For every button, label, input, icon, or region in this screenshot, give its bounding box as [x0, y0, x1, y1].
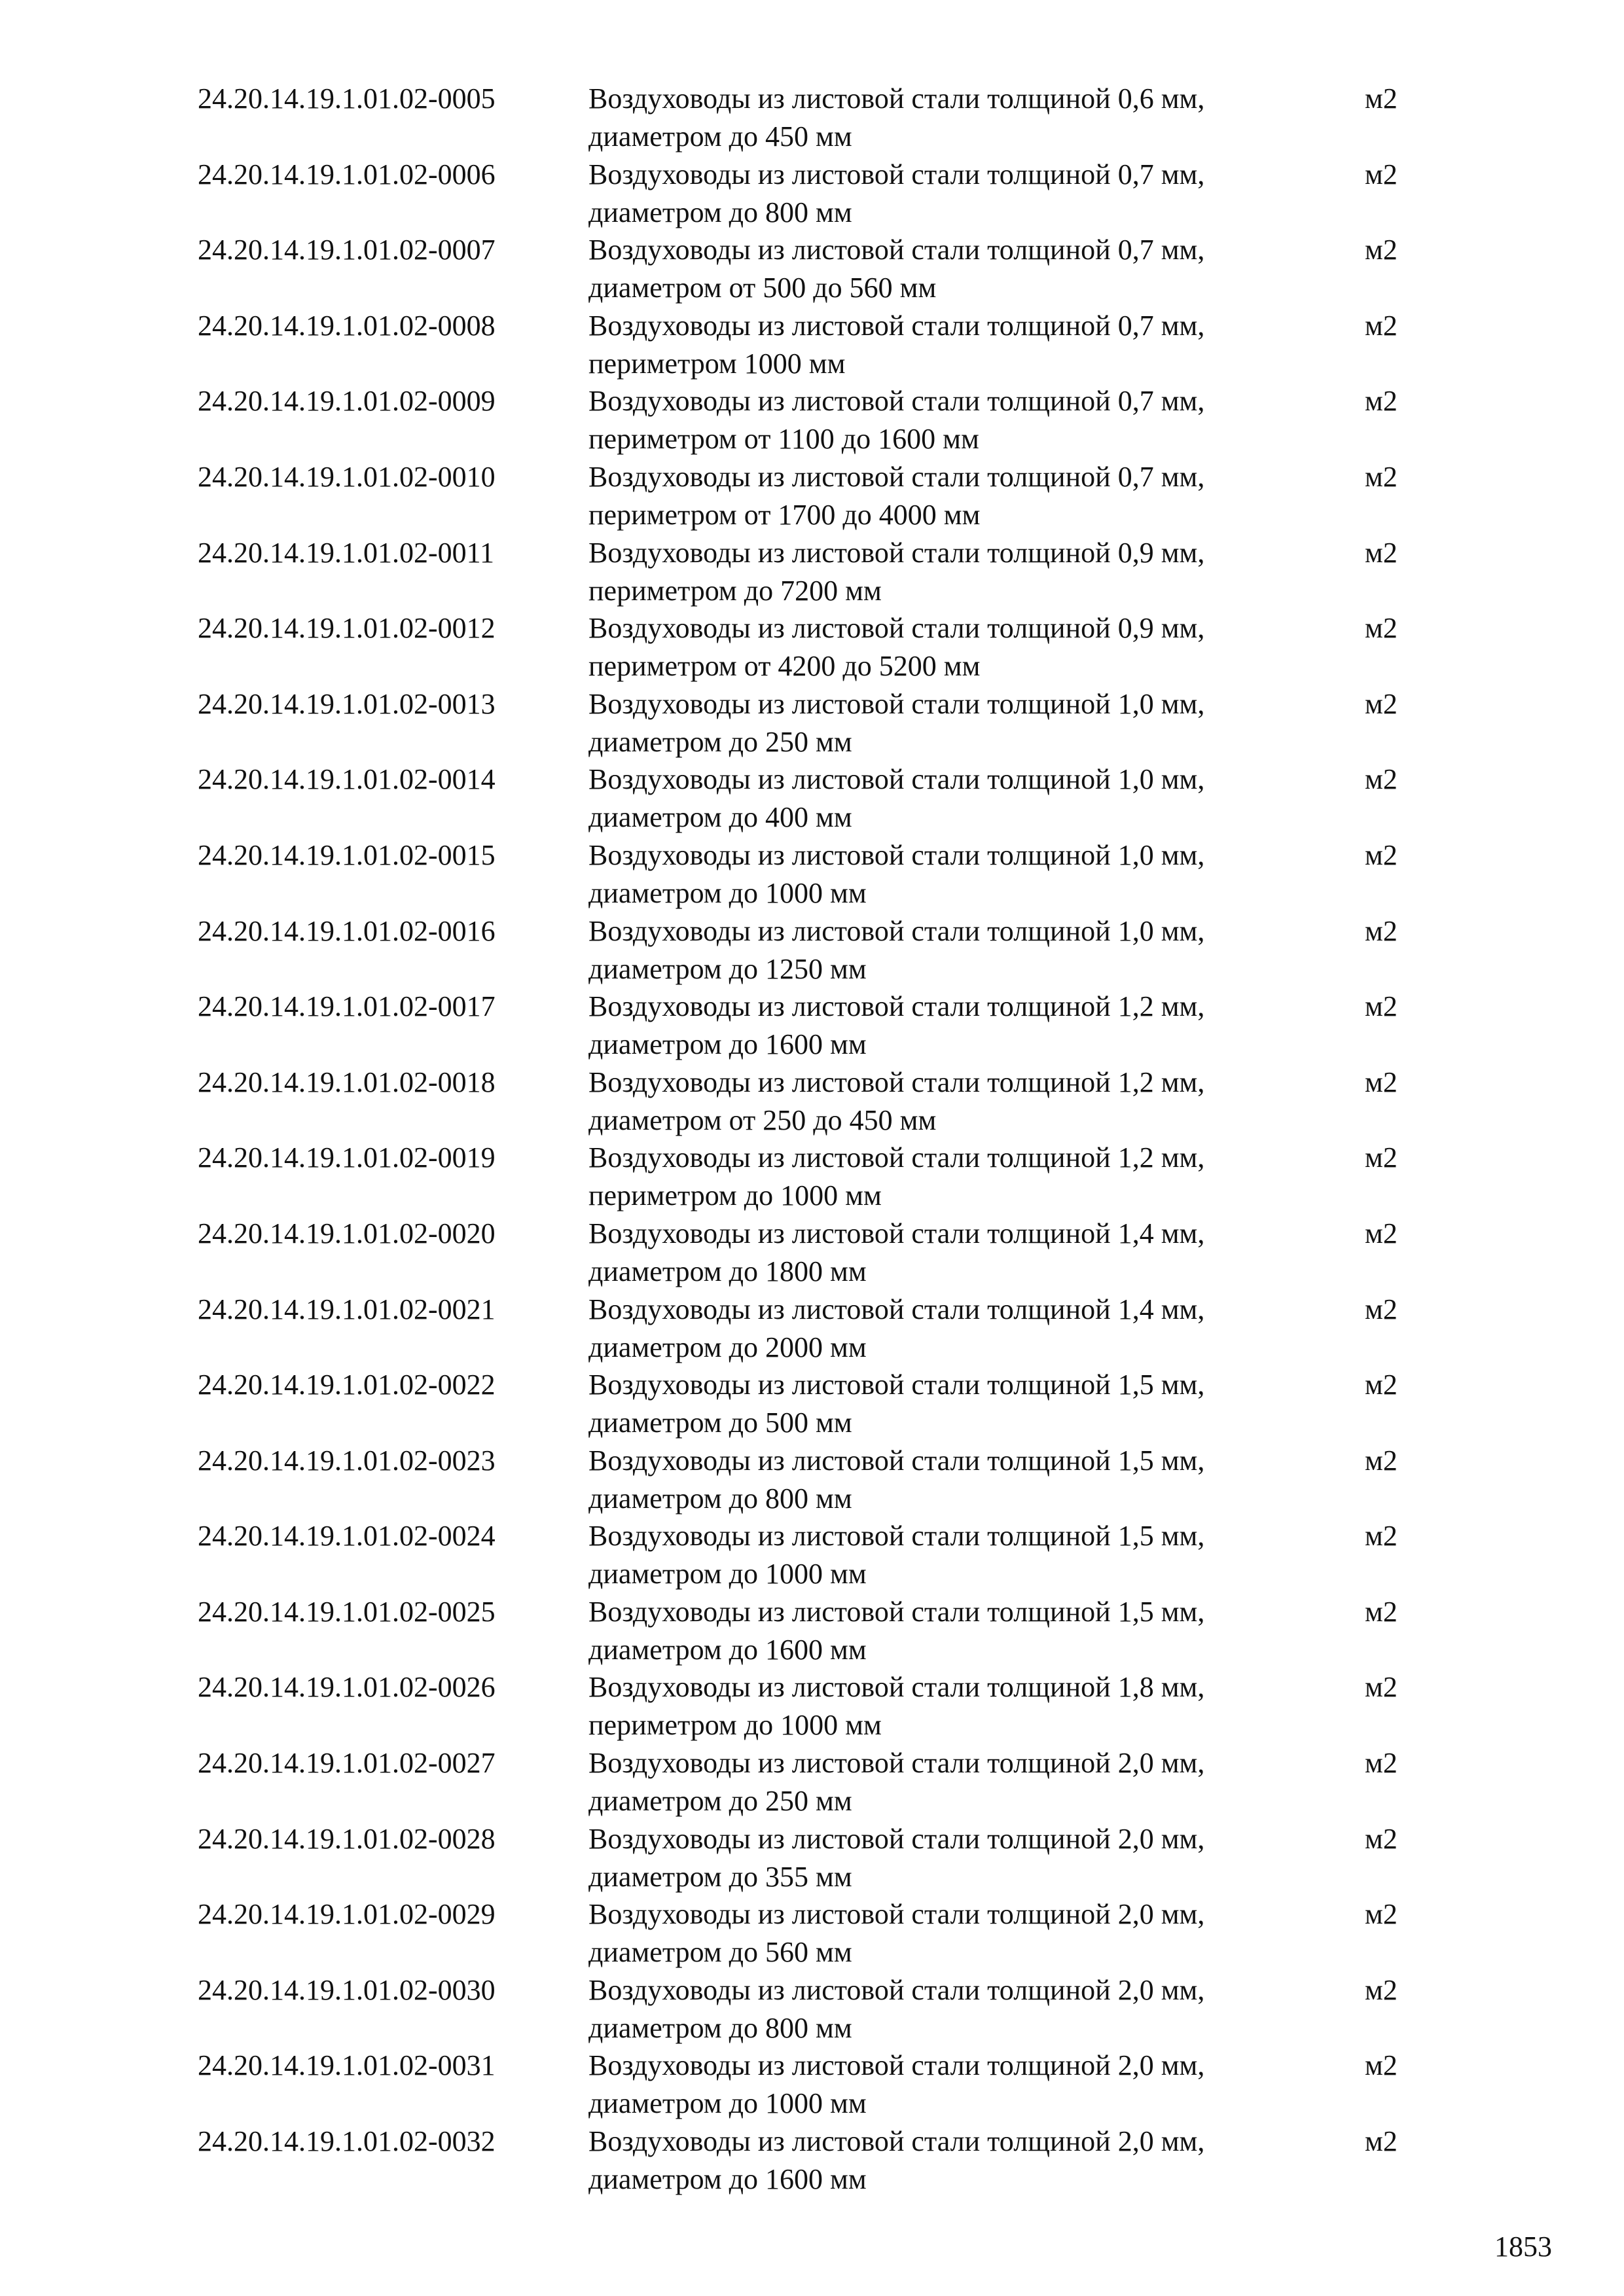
table-row: [198, 1139, 1441, 1215]
description-line-1: Воздуховоды из листовой стали толщиной 2,0 мм,: [588, 2125, 1205, 2158]
description-line-1: Воздуховоды из листовой стали толщиной 1,4 мм,: [588, 1293, 1205, 1325]
description-line-2: периметром от 1100 до 1600 мм: [588, 423, 979, 456]
item-description: [588, 382, 1341, 458]
item-description: [588, 1820, 1341, 1896]
item-unit: м2: [1365, 1822, 1398, 1855]
item-unit: м2: [1365, 687, 1398, 720]
description-line-2: диаметром до 250 мм: [588, 725, 852, 758]
item-description: [588, 80, 1341, 156]
item-description: [588, 1064, 1341, 1139]
table-row: [198, 307, 1441, 383]
description-line-2: периметром от 1700 до 4000 мм: [588, 498, 981, 531]
table-row: [198, 912, 1441, 988]
description-line-2: диаметром до 1800 мм: [588, 1255, 867, 1287]
description-line-2: диаметром до 355 мм: [588, 1860, 852, 1893]
description-line-2: диаметром до 800 мм: [588, 2011, 852, 2044]
table-row: [198, 1517, 1441, 1593]
table-row: [198, 1820, 1441, 1896]
item-code: 24.20.14.19.1.01.02-0011: [198, 536, 495, 569]
item-code: 24.20.14.19.1.01.02-0029: [198, 1898, 496, 1931]
item-unit: м2: [1365, 1066, 1398, 1098]
item-description: [588, 1291, 1341, 1367]
item-description: [588, 609, 1341, 685]
item-code: 24.20.14.19.1.01.02-0016: [198, 914, 496, 947]
item-description: [588, 685, 1341, 761]
item-unit: м2: [1365, 1293, 1398, 1325]
item-description: [588, 231, 1341, 307]
item-code: 24.20.14.19.1.01.02-0005: [198, 82, 496, 115]
description-line-2: диаметром до 400 мм: [588, 801, 852, 834]
table-row: [198, 458, 1441, 534]
description-line-1: Воздуховоды из листовой стали толщиной 0,7 мм,: [588, 385, 1205, 418]
description-line-1: Воздуховоды из листовой стали толщиной 1,0 мм,: [588, 763, 1205, 796]
item-description: [588, 156, 1341, 232]
item-description: [588, 307, 1341, 383]
item-code: 24.20.14.19.1.01.02-0007: [198, 234, 496, 266]
description-line-1: Воздуховоды из листовой стали толщиной 1,0 мм,: [588, 914, 1205, 947]
table-row: [198, 2047, 1441, 2123]
description-line-1: Воздуховоды из листовой стали толщиной 0,9 мм,: [588, 612, 1205, 645]
item-unit: м2: [1365, 1898, 1398, 1931]
item-unit: м2: [1365, 1595, 1398, 1628]
table-row: [198, 836, 1441, 912]
table-row: [198, 231, 1441, 307]
item-code: 24.20.14.19.1.01.02-0017: [198, 990, 496, 1023]
description-line-2: диаметром до 1600 мм: [588, 1633, 867, 1666]
item-code: 24.20.14.19.1.01.02-0013: [198, 687, 496, 720]
item-description: [588, 761, 1341, 836]
item-code: 24.20.14.19.1.01.02-0012: [198, 612, 496, 645]
item-description: [588, 1366, 1341, 1442]
description-line-1: Воздуховоды из листовой стали толщиной 0,7 мм,: [588, 234, 1205, 266]
table-row: [198, 685, 1441, 761]
item-code: 24.20.14.19.1.01.02-0026: [198, 1671, 496, 1704]
description-line-1: Воздуховоды из листовой стали толщиной 0,9 мм,: [588, 536, 1205, 569]
description-line-2: периметром до 1000 мм: [588, 1179, 882, 1212]
item-code: 24.20.14.19.1.01.02-0006: [198, 158, 496, 190]
description-line-1: Воздуховоды из листовой стали толщиной 2,0 мм,: [588, 1822, 1205, 1855]
item-unit: м2: [1365, 763, 1398, 796]
item-unit: м2: [1365, 460, 1398, 493]
page-number: 1853: [1494, 2231, 1552, 2263]
description-line-1: Воздуховоды из листовой стали толщиной 2,0 мм,: [588, 1973, 1205, 2006]
description-line-2: диаметром до 1000 мм: [588, 876, 867, 909]
item-code: 24.20.14.19.1.01.02-0021: [198, 1293, 496, 1325]
item-code: 24.20.14.19.1.01.02-0028: [198, 1822, 496, 1855]
item-code: 24.20.14.19.1.01.02-0031: [198, 2049, 496, 2082]
item-code: 24.20.14.19.1.01.02-0020: [198, 1217, 496, 1249]
table-row: [198, 1593, 1441, 1669]
item-unit: м2: [1365, 234, 1398, 266]
description-line-1: Воздуховоды из листовой стали толщиной 1,2 мм,: [588, 1141, 1205, 1174]
description-line-2: диаметром до 560 мм: [588, 1936, 852, 1969]
description-line-1: Воздуховоды из листовой стали толщиной 1,5 мм,: [588, 1520, 1205, 1552]
description-line-1: Воздуховоды из листовой стали толщиной 1,5 мм,: [588, 1444, 1205, 1477]
description-line-2: диаметром от 500 до 560 мм: [588, 272, 937, 304]
description-line-2: диаметром до 450 мм: [588, 120, 852, 152]
description-line-1: Воздуховоды из листовой стали толщиной 1,8 мм,: [588, 1671, 1205, 1704]
item-code: 24.20.14.19.1.01.02-0015: [198, 838, 496, 871]
description-line-2: диаметром до 2000 мм: [588, 1331, 867, 1363]
table-row: [198, 80, 1441, 156]
item-description: [588, 2047, 1341, 2123]
table-row: [198, 156, 1441, 232]
description-line-1: Воздуховоды из листовой стали толщиной 1,0 мм,: [588, 687, 1205, 720]
item-unit: м2: [1365, 838, 1398, 871]
description-line-2: диаметром до 1000 мм: [588, 1558, 867, 1590]
item-code: 24.20.14.19.1.01.02-0032: [198, 2125, 496, 2158]
description-line-2: диаметром до 800 мм: [588, 196, 852, 228]
item-description: [588, 1744, 1341, 1820]
description-line-1: Воздуховоды из листовой стали толщиной 1,2 мм,: [588, 990, 1205, 1023]
description-line-1: Воздуховоды из листовой стали толщиной 0,7 мм,: [588, 158, 1205, 190]
table-row: [198, 534, 1441, 610]
description-line-1: Воздуховоды из листовой стали толщиной 1,5 мм,: [588, 1369, 1205, 1401]
description-line-1: Воздуховоды из листовой стали толщиной 0,6 мм,: [588, 82, 1205, 115]
materials-list: [198, 80, 1441, 2198]
description-line-2: диаметром до 500 мм: [588, 1407, 852, 1439]
item-unit: м2: [1365, 2049, 1398, 2082]
table-row: [198, 1895, 1441, 1971]
table-row: [198, 1064, 1441, 1139]
item-unit: м2: [1365, 1444, 1398, 1477]
description-line-2: диаметром до 1000 мм: [588, 2087, 867, 2120]
description-line-1: Воздуховоды из листовой стали толщиной 2,0 мм,: [588, 1898, 1205, 1931]
item-unit: м2: [1365, 990, 1398, 1023]
item-description: [588, 1593, 1341, 1669]
item-unit: м2: [1365, 612, 1398, 645]
item-code: 24.20.14.19.1.01.02-0019: [198, 1141, 496, 1174]
item-description: [588, 2123, 1341, 2198]
item-unit: м2: [1365, 1671, 1398, 1704]
table-row: [198, 761, 1441, 836]
table-row: [198, 1971, 1441, 2047]
table-row: [198, 1744, 1441, 1820]
item-description: [588, 1139, 1341, 1215]
description-line-2: диаметром до 1600 мм: [588, 2163, 867, 2196]
item-unit: м2: [1365, 1973, 1398, 2006]
item-unit: м2: [1365, 82, 1398, 115]
item-description: [588, 458, 1341, 534]
table-row: [198, 1291, 1441, 1367]
item-unit: м2: [1365, 158, 1398, 190]
item-code: 24.20.14.19.1.01.02-0024: [198, 1520, 496, 1552]
description-line-2: диаметром до 250 мм: [588, 1785, 852, 1818]
description-line-1: Воздуховоды из листовой стали толщиной 2,0 мм,: [588, 2049, 1205, 2082]
item-unit: м2: [1365, 1369, 1398, 1401]
description-line-2: периметром до 7200 мм: [588, 574, 882, 607]
description-line-1: Воздуховоды из листовой стали толщиной 2,0 мм,: [588, 1747, 1205, 1780]
item-description: [588, 912, 1341, 988]
item-code: 24.20.14.19.1.01.02-0014: [198, 763, 496, 796]
item-unit: м2: [1365, 385, 1398, 418]
item-code: 24.20.14.19.1.01.02-0022: [198, 1369, 496, 1401]
description-line-2: диаметром от 250 до 450 мм: [588, 1103, 937, 1136]
item-code: 24.20.14.19.1.01.02-0023: [198, 1444, 496, 1477]
description-line-1: Воздуховоды из листовой стали толщиной 0,7 мм,: [588, 309, 1205, 342]
description-line-1: Воздуховоды из листовой стали толщиной 1,0 мм,: [588, 838, 1205, 871]
item-code: 24.20.14.19.1.01.02-0030: [198, 1973, 496, 2006]
description-line-2: периметром до 1000 мм: [588, 1709, 882, 1742]
description-line-1: Воздуховоды из листовой стали толщиной 1,5 мм,: [588, 1595, 1205, 1628]
table-row: [198, 2123, 1441, 2198]
description-line-2: диаметром до 1600 мм: [588, 1028, 867, 1061]
description-line-1: Воздуховоды из листовой стали толщиной 1,4 мм,: [588, 1217, 1205, 1249]
item-code: 24.20.14.19.1.01.02-0008: [198, 309, 496, 342]
item-description: [588, 836, 1341, 912]
item-unit: м2: [1365, 1520, 1398, 1552]
description-line-2: диаметром до 800 мм: [588, 1482, 852, 1515]
table-row: [198, 382, 1441, 458]
item-unit: м2: [1365, 1141, 1398, 1174]
description-line-2: диаметром до 1250 мм: [588, 952, 867, 985]
description-line-1: Воздуховоды из листовой стали толщиной 1,2 мм,: [588, 1066, 1205, 1098]
item-unit: м2: [1365, 1747, 1398, 1780]
table-row: [198, 988, 1441, 1064]
item-unit: м2: [1365, 914, 1398, 947]
item-description: [588, 1971, 1341, 2047]
description-line-1: Воздуховоды из листовой стали толщиной 0,7 мм,: [588, 460, 1205, 493]
item-code: 24.20.14.19.1.01.02-0010: [198, 460, 496, 493]
item-description: [588, 988, 1341, 1064]
item-description: [588, 1668, 1341, 1744]
table-row: [198, 1366, 1441, 1442]
item-code: 24.20.14.19.1.01.02-0018: [198, 1066, 496, 1098]
item-description: [588, 1895, 1341, 1971]
table-row: [198, 1442, 1441, 1518]
table-row: [198, 1668, 1441, 1744]
item-unit: м2: [1365, 2125, 1398, 2158]
item-unit: м2: [1365, 536, 1398, 569]
item-code: 24.20.14.19.1.01.02-0009: [198, 385, 496, 418]
table-row: [198, 609, 1441, 685]
item-code: 24.20.14.19.1.01.02-0027: [198, 1747, 496, 1780]
item-unit: м2: [1365, 309, 1398, 342]
item-code: 24.20.14.19.1.01.02-0025: [198, 1595, 496, 1628]
item-description: [588, 534, 1341, 610]
description-line-2: периметром 1000 мм: [588, 347, 846, 380]
item-description: [588, 1442, 1341, 1518]
table-row: [198, 1215, 1441, 1291]
item-description: [588, 1215, 1341, 1291]
item-description: [588, 1517, 1341, 1593]
item-unit: м2: [1365, 1217, 1398, 1249]
description-line-2: периметром от 4200 до 5200 мм: [588, 650, 981, 683]
